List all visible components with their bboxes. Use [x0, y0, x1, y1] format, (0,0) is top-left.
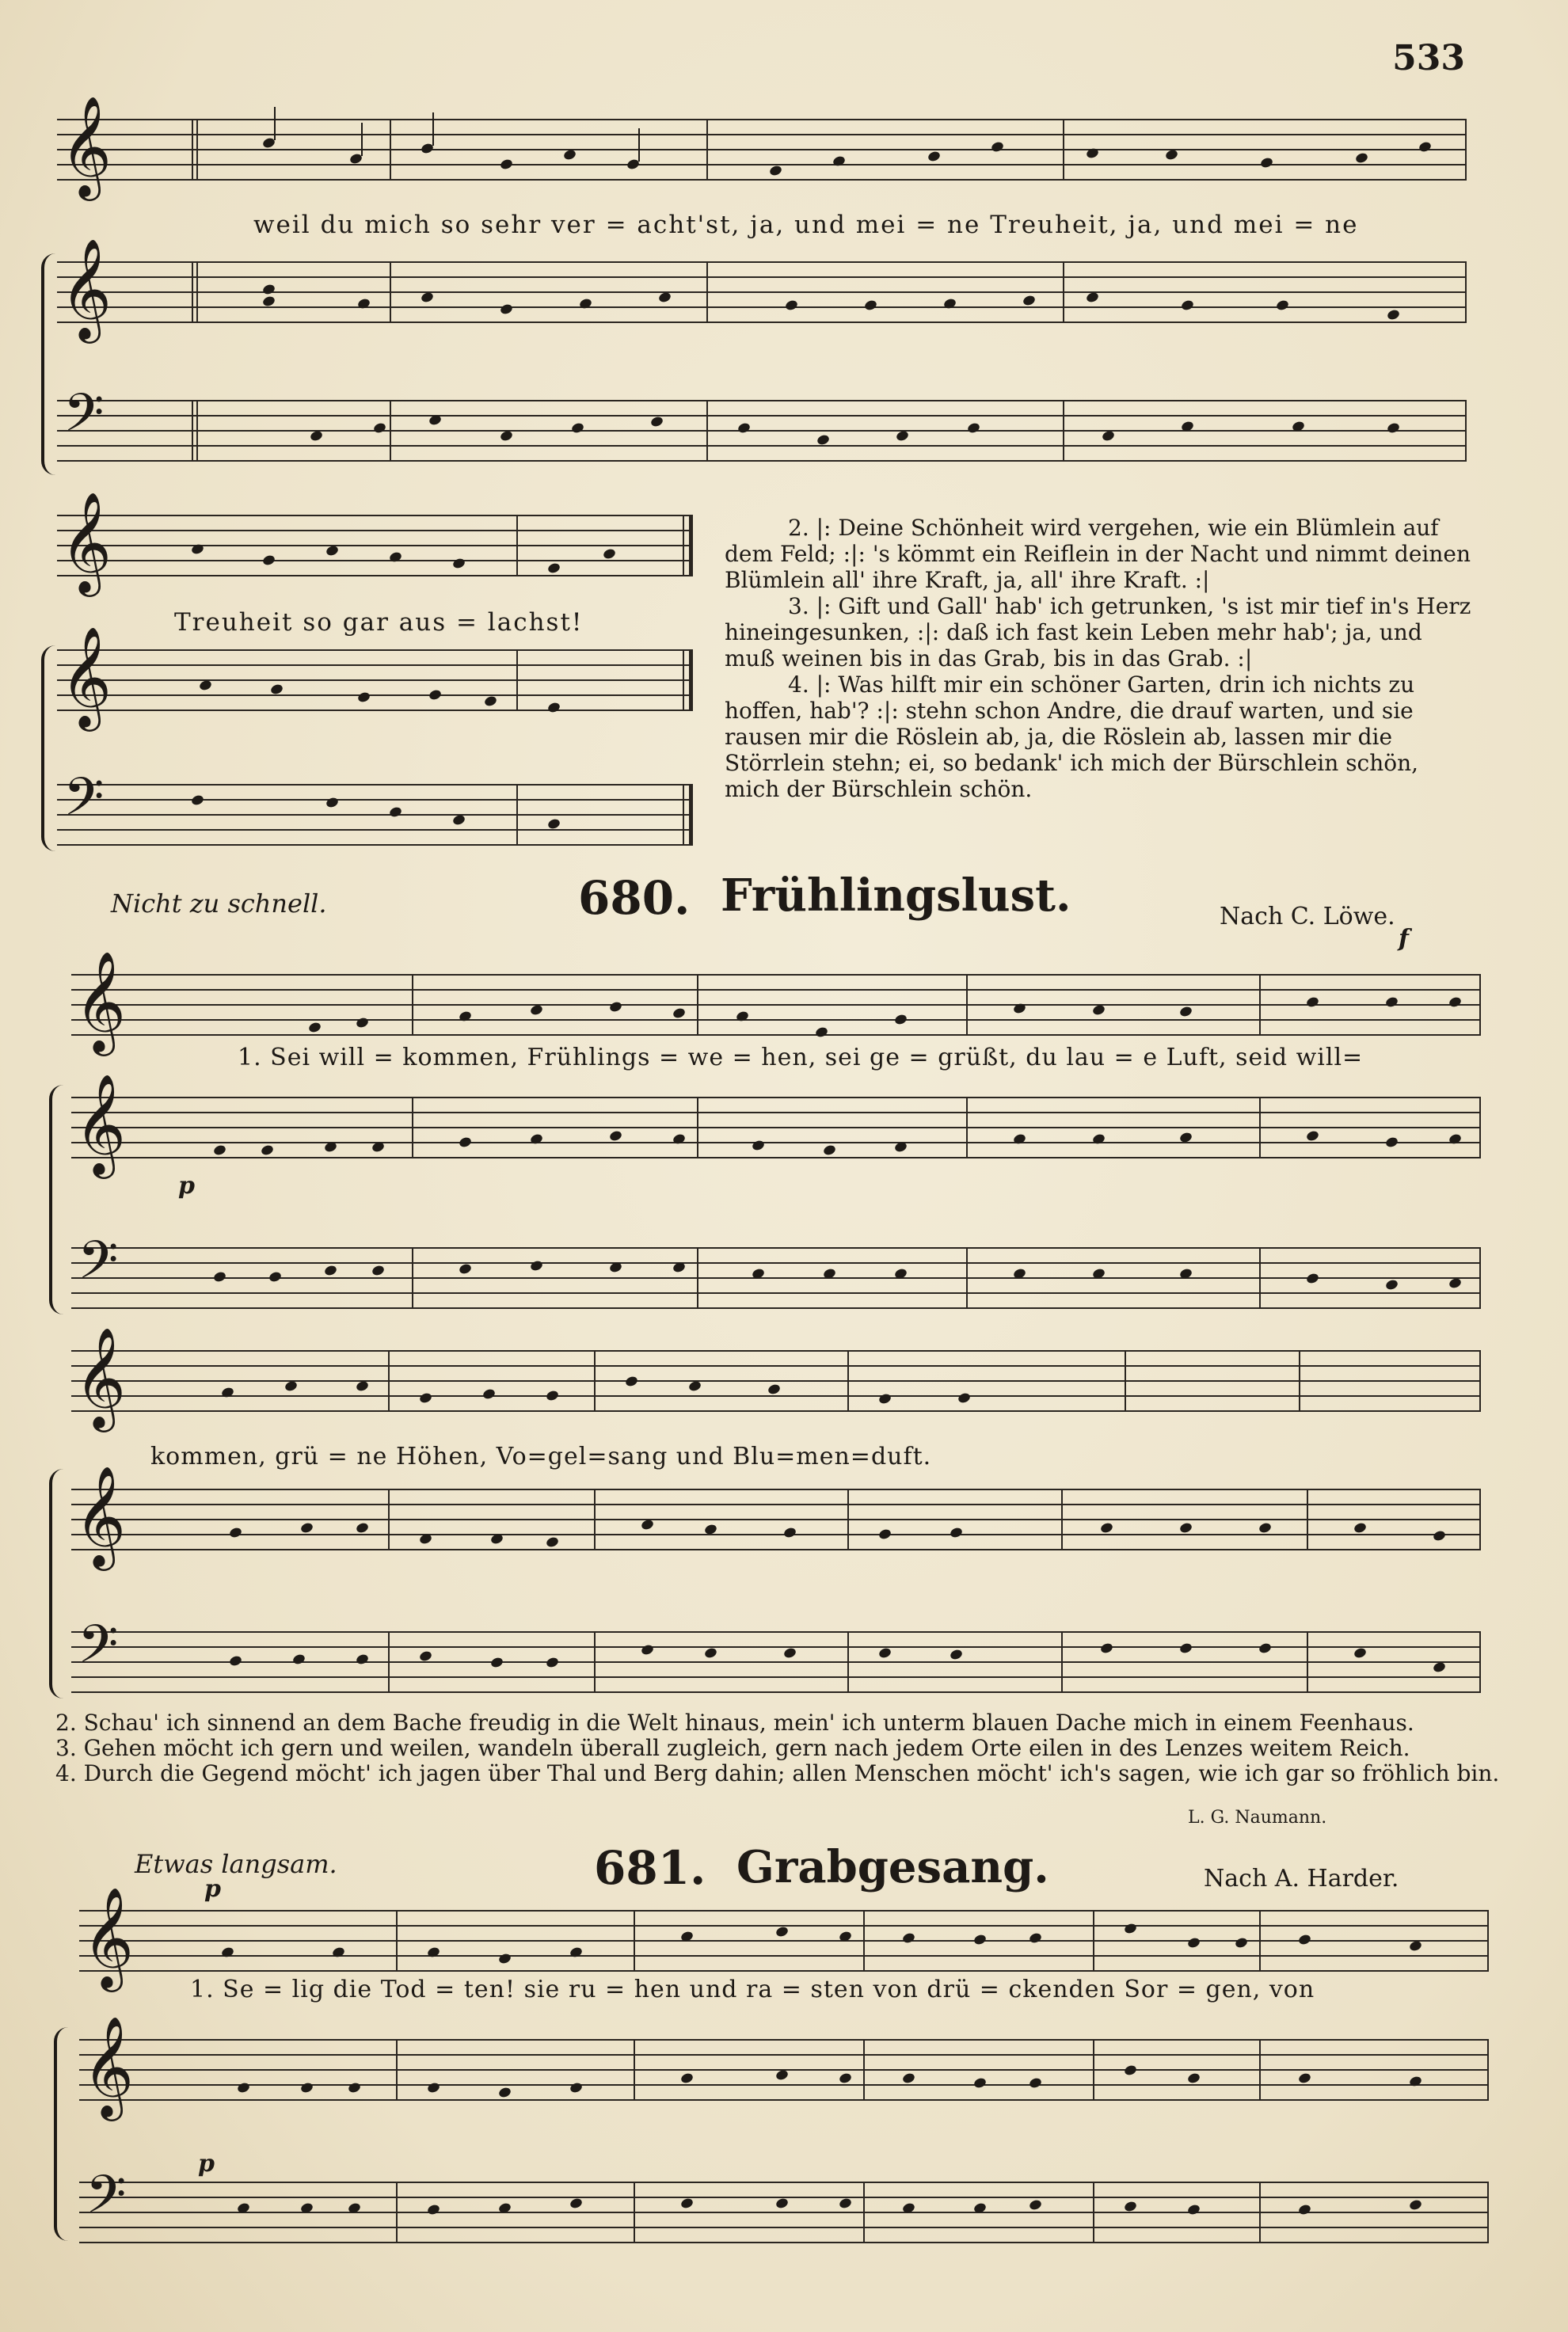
staff-treble	[57, 238, 1467, 339]
treble-clef-icon: 𝄞	[60, 491, 112, 592]
staff-treble	[79, 2015, 1489, 2117]
treble-clef-icon: 𝄞	[74, 950, 127, 1052]
dynamic-marking: p	[198, 2150, 215, 2178]
dynamic-marking: p	[204, 1875, 221, 1903]
song-number: 681.	[594, 1841, 706, 1895]
bass-clef-icon: 𝄢	[63, 767, 105, 840]
treble-clef-icon: 𝄞	[60, 626, 112, 727]
verse-line: 2. |: Deine Schönheit wird vergehen, wie ein Blümlein auf dem Feld; :|: 's kömmt ein Reiflein in der Nacht und nimmt deinen Blümlein all' ihre Kraft, ja, all' ihre Kraft. :|	[725, 515, 1471, 593]
staff-bass	[71, 1614, 1481, 1695]
staff-voice	[57, 95, 1467, 196]
arranger-credit: L. G. Naumann.	[1188, 1808, 1327, 1828]
staff-bass	[79, 2164, 1489, 2245]
system-brace	[41, 645, 55, 851]
treble-clef-icon: 𝄞	[74, 1465, 127, 1566]
system-brace	[49, 1085, 63, 1314]
composer-credit: Nach A. Harder.	[1204, 1865, 1399, 1893]
system-brace	[54, 2027, 68, 2241]
song-number: 680.	[578, 871, 691, 925]
verse-line: 2. Schau' ich sinnend an dem Bache freudig in die Welt hinaus, mein' ich unterm blauen Dache mich in einem Feenhaus.	[55, 1710, 1414, 1736]
dynamic-marking: f	[1399, 925, 1409, 953]
page-number: 533	[1392, 38, 1465, 78]
staff-bass	[57, 767, 691, 847]
verse-line: 4. Durch die Gegend möcht' ich jagen über Thal und Berg dahin; allen Menschen möcht' ich's sagen, wie ich gar so fröhlich bin.	[55, 1760, 1500, 1786]
verse-line: 3. |: Gift und Gall' hab' ich getrunken, 's ist mir tief in's Herz hineingesunken, :|: daß ich fast kein Leben mehr hab'; ja, und muß weinen bis in das Grab, bis in das Grab. :|	[725, 593, 1471, 671]
lyrics-line: 1. Se = lig die Tod = ten! sie ru = hen und ra = sten von drü = ckenden Sor = gen, von	[190, 1976, 1315, 2003]
tempo-marking: Etwas langsam.	[135, 1849, 337, 1879]
verses-block	[55, 1710, 1505, 1786]
verse-line: 3. Gehen möcht ich gern und weilen, wandeln überall zugleich, gern nach jedem Orte eilen in des Lenzes weitem Reich.	[55, 1735, 1410, 1761]
staff-treble	[57, 626, 691, 727]
lyrics-line: 1. Sei will = kommen, Frühlings = we = hen, sei ge = grüßt, du lau = e Luft, seid will=	[238, 1044, 1364, 1071]
bass-clef-icon: 𝄢	[63, 382, 105, 456]
system-brace	[49, 1469, 63, 1699]
lyrics-line: weil du mich so sehr ver = acht'st, ja, und mei = ne Treuheit, ja, und mei = ne	[253, 211, 1359, 239]
composer-credit: Nach C. Löwe.	[1220, 903, 1395, 930]
staff-treble	[71, 1073, 1481, 1174]
bass-clef-icon: 𝄢	[78, 1614, 119, 1687]
staff-voice	[57, 491, 691, 592]
system-brace	[41, 253, 55, 475]
song-title: Grabgesang.	[736, 1841, 1049, 1893]
staff-bass	[71, 1230, 1481, 1311]
staff-treble	[71, 1465, 1481, 1566]
lyrics-line: kommen, grü = ne Höhen, Vo=gel=sang und Blu=men=duft.	[150, 1443, 932, 1470]
verse-line: 4. |: Was hilft mir ein schöner Garten, drin ich nichts zu hoffen, hab'? :|: stehn schon Andre, die drauf warten, und sie rausen mir die Röslein ab, ja, die Röslein ab, lassen mir die Störrlein stehn; ei, so bedank' ich mich der Bürschlein schön, mich der Bürschlein schön.	[725, 671, 1419, 802]
song-title: Frühlingslust.	[721, 869, 1071, 922]
staff-voice	[71, 950, 1481, 1052]
tempo-marking: Nicht zu schnell.	[111, 888, 327, 919]
dynamic-marking: p	[178, 1172, 195, 1200]
staff-voice	[79, 1886, 1489, 1988]
staff-voice	[71, 1326, 1481, 1428]
verses-block	[725, 515, 1473, 802]
bass-clef-icon: 𝄢	[86, 2164, 127, 2238]
treble-clef-icon: 𝄞	[74, 1326, 127, 1428]
lyrics-line: Treuheit so gar aus = lachst!	[174, 608, 584, 637]
staff-bass	[57, 382, 1467, 463]
treble-clef-icon: 𝄞	[82, 1886, 135, 1988]
treble-clef-icon: 𝄞	[82, 2015, 135, 2117]
treble-clef-icon: 𝄞	[60, 238, 112, 339]
treble-clef-icon: 𝄞	[60, 95, 112, 196]
treble-clef-icon: 𝄞	[74, 1073, 127, 1174]
bass-clef-icon: 𝄢	[78, 1230, 119, 1303]
